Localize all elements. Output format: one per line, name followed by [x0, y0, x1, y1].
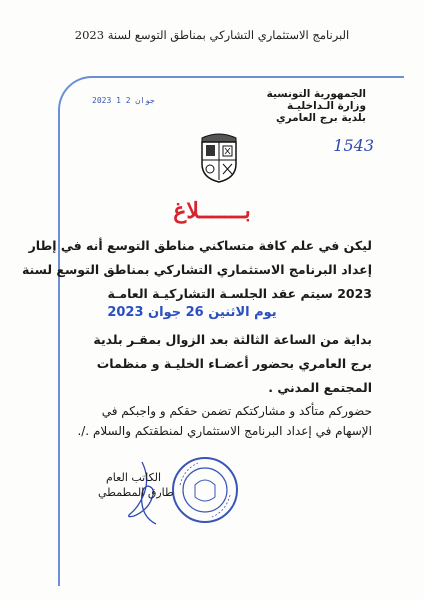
issuer-municipality: بلدية برج العامري — [275, 112, 366, 124]
issuer-ministry: وزارة الـداخليـة — [287, 100, 366, 112]
body-line-1: ليكن في علم كافة متساكني مناطق التوسع أنه في إطار — [28, 238, 372, 253]
body-line-6: المجتمع المدني . — [268, 380, 372, 395]
issuer-country: الجمهورية التونسية — [266, 88, 366, 100]
notice-title: بـــــــلاغ — [173, 198, 251, 224]
body-line-8: الإسهام في إعداد البرنامج الاستثماري لمنطقتكم والسلام ./. — [77, 424, 372, 438]
event-date: يوم الاثنين 26 جوان 2023 — [107, 305, 277, 320]
date-stamp: 2023 جوان 2 1 — [92, 96, 155, 105]
body-line-2: إعداد البرنامج الاستثماري التشاركي بمناطق التوسع لسنة — [21, 262, 372, 277]
body-line-5: برج العامري بحضور أعضـاء الخليـة و منظمات — [96, 356, 372, 371]
signatory-name: طارق المطمطي — [98, 486, 174, 499]
signatory-title: الكاتب العام — [106, 471, 162, 484]
official-seal-icon — [170, 455, 240, 525]
document-header-title: البرنامج الاستثماري التشاركي بمناطق التوسع لسنة 2023 — [74, 28, 350, 42]
body-line-3: 2023 سيتم عقد الجلسـة التشاركيـة العامـة — [107, 286, 372, 301]
body-line-4: بداية من الساعة الثالثة بعد الزوال بمقـر بلدية — [93, 332, 372, 347]
issuer-block — [267, 88, 366, 124]
municipal-emblem-icon — [196, 128, 242, 184]
body-line-7: حضوركم متأكد و مشاركتكم تضمن حقكم و واجبكم في — [101, 404, 372, 418]
reference-number: 1543 — [333, 136, 374, 155]
